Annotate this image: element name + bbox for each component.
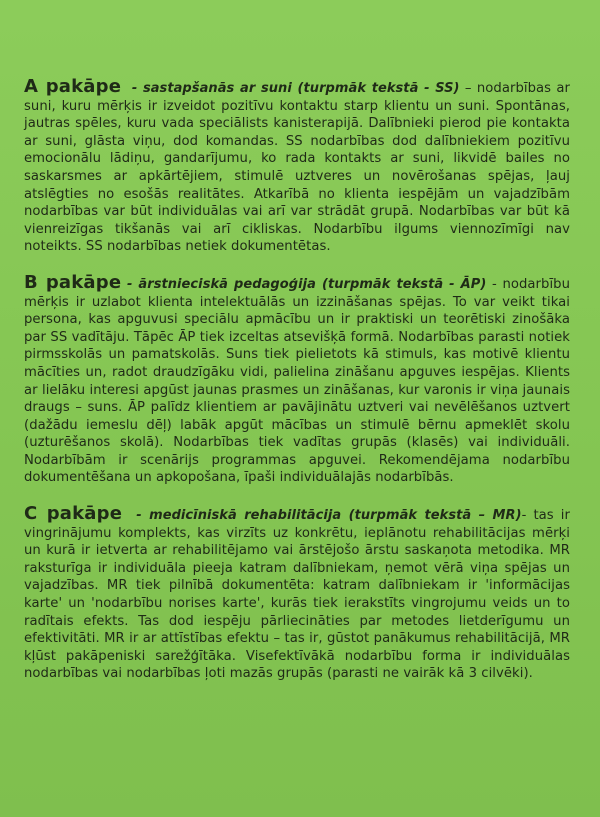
- section-b: [24, 271, 570, 487]
- section-c-subtitle: - medicīniskā rehabilitācija (turpmāk tekstā – MR): [136, 508, 522, 524]
- section-c-body: - tas ir vingrinājumu komplekts, kas virzīts uz konkrētu, ieplānotu rehabilitācijas mērķi un kurā ir ietverta ar rehabilitējamo vai ārstējošo ārstu saskaņota metodika. MR raksturīga ir individuāla pieeja katram dalībniekam, ņemot vērā viņa spējas un vajadzības. MR tiek pilnībā dokumentēta: katram dalībniekam ir 'informācijas karte' un 'nodarbību norises karte', kurās tiek ierakstīts vingrojumu veids un to radītais efekts. Tas dod iespēju pārliecināties par metodes lietderīgumu un efektivitāti. MR ir ar attīstības efektu – tas ir, gūstot panākumus rehabilitācijā, MR kļūst pakāpeniski sarežģītāka. Visefektīvākā nodarbību forma ir individuālas nodarbības vai nodarbības ļoti mazās grupās (parasti ne vairāk kā 3 cilvēki).: [24, 508, 570, 682]
- section-b-body: - nodarbību mērķis ir uzlabot klienta intelektuālās un izzināšanas spējas. To var veikt tikai persona, kas apguvusi speciālu apmācību un ir praktiski un teorētiski zinošāka par SS vadītāju. Tāpēc ĀP tiek izceltas atsevišķā formā. Nodarbības parasti notiek pirmsskolās un pamatskolās. Suns tiek pielietots kā stimuls, kas motivē klientu mācīties un, radot draudzīgāku vidi, palielina zināšanu apguves iespējas. Klients ar lielāku interesi apgūst jaunas prasmes un zināšanas, kur varonis ir viņa jaunais draugs – suns. ĀP palīdz klientiem ar pavājinātu uztveri vai nevēlēšanos uztvert (dažādu iemeslu dēļ) labāk apgūt mācības un stimulē bērnu apmeklēt skolu (uzturēšanos skolā). Nodarbības tiek vadītas grupās (klasēs) vai individuāli. Nodarbībām ir scenārijs programmas apguvei. Rekomendējama nodarbību dokumentēšana un apkopošana, īpaši individuālajās nodarbībās.: [24, 276, 570, 486]
- section-a-body: – nodarbības ar suni, kuru mērķis ir izveidot pozitīvu kontaktu starp klientu un suni. Spontānas, jautras spēles, kuru vada speciālists kanisterapijā. Dalībnieki pierod pie kontakta ar suni, glāsta viņu, dod komandas. SS nodarbības dod dalībniekiem pozitīvu emocionālu lādiņu, gandarījumu, ko rada kontakts ar suni, likvidē bailes no saskarsmes ar apkārtējiem, stimulē uztveres un novērošanas spējas, ļauj atslēgties no esošās realitātes. Atkarībā no klienta iespējām un vajadzībām nodarbības var būt individuālas vai arī var strādāt grupā. Nodarbības var būt kā vienreizīgas tikšanās vai arī cikliskas. Nodarbību ilgums viennozīmīgi nav noteikts. SS nodarbības netiek dokumentētas.: [24, 81, 570, 255]
- section-b-paragraph: [24, 271, 570, 487]
- section-c-paragraph: [24, 505, 570, 683]
- section-a-heading: A pakāpe: [24, 76, 122, 97]
- section-a-subtitle: - sastapšanās ar suni (turpmāk tekstā - SS): [131, 81, 460, 96]
- section-b-heading: B pakāpe: [24, 271, 122, 293]
- section-a: [24, 78, 570, 256]
- section-b-subtitle: - ārstnieciskā pedagoģija (turpmāk tekstā - ĀP): [126, 276, 487, 292]
- section-c-heading: C pakāpe: [24, 503, 123, 525]
- section-c: [24, 505, 570, 683]
- section-a-paragraph: [24, 78, 570, 256]
